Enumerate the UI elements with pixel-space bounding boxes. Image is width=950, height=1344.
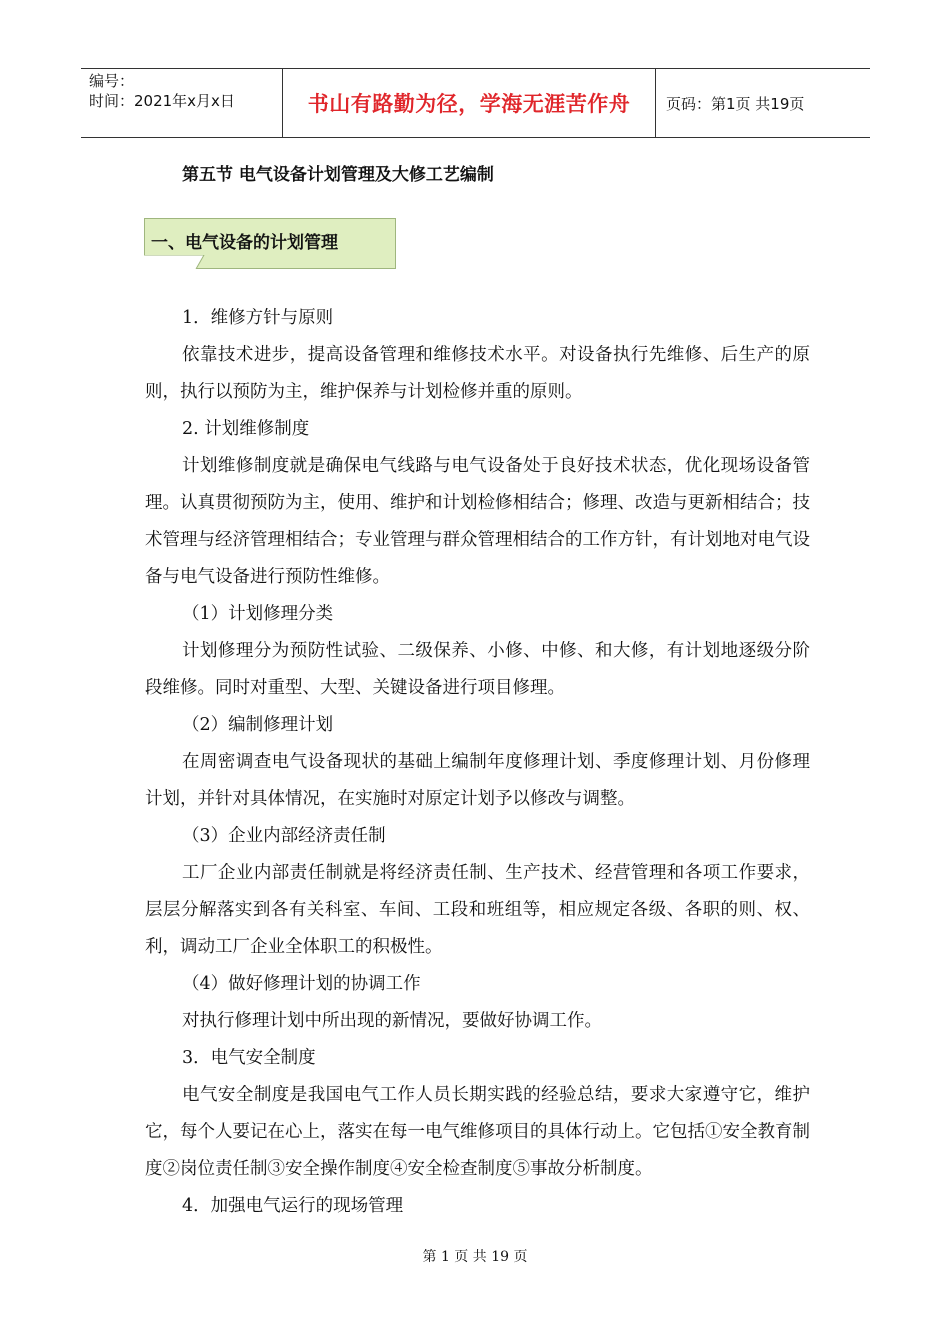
header-meta	[81, 69, 283, 137]
paragraph: 对执行修理计划中所出现的新情况，要做好协调工作。	[182, 1011, 602, 1031]
subheading-4: （4）做好修理计划的协调工作	[182, 974, 421, 994]
paragraph: 在周密调查电气设备现状的基础上编制年度修理计划、季度修理计划、月份修理计划，并针对具体情况，在实施时对原定计划予以修改与调整。	[145, 752, 810, 809]
time-label: 时间：2021年x月x日	[89, 92, 235, 110]
subheading-3: （3）企业内部经济责任制	[182, 826, 386, 846]
heading-1: 1．维修方针与原则	[182, 308, 334, 328]
callout-box	[144, 218, 396, 269]
paragraph: 工厂企业内部责任制就是将经济责任制、生产技术、经营管理和各项工作要求，层层分解落实到各有关科室、车间、工段和班组等，相应规定各级、各职的则、权、利，调动工厂企业全体职工的积极性。	[145, 863, 810, 957]
paragraph: 依靠技术进步，提高设备管理和维修技术水平。对设备执行先维修、后生产的原则，执行以预防为主，维护保养与计划检修并重的原则。	[145, 345, 810, 402]
subheading-2: （2）编制修理计划	[182, 715, 334, 735]
number-label: 编号：	[89, 72, 135, 90]
header-motto: 书山有路勤为径，学海无涯苦作舟	[283, 69, 656, 137]
subheading-1: （1）计划修理分类	[182, 604, 334, 624]
section-title: 第五节 电气设备计划管理及大修工艺编制	[182, 165, 494, 185]
heading-2: 2. 计划维修制度	[182, 419, 310, 439]
paragraph: 计划维修制度就是确保电气线路与电气设备处于良好技术状态，优化现场设备管理。认真贯彻预防为主，使用、维护和计划检修相结合；修理、改造与更新相结合；技术管理与经济管理相结合；专业管理与群众管理相结合的工作方针，有计划地对电气设备与电气设备进行预防性维修。	[145, 456, 810, 587]
header-page-info: 页码：第1页 共19页	[666, 94, 805, 113]
body-text	[145, 300, 810, 1225]
heading-3: 3．电气安全制度	[182, 1048, 316, 1068]
callout-fold-icon	[144, 255, 208, 269]
callout-text: 一、电气设备的计划管理	[151, 233, 338, 253]
page-footer: 第 1 页 共 19 页	[422, 1249, 528, 1265]
paragraph: 计划修理分为预防性试验、二级保养、小修、中修、和大修，有计划地逐级分阶段维修。同时对重型、大型、关键设备进行项目修理。	[145, 641, 810, 698]
paragraph: 电气安全制度是我国电气工作人员长期实践的经验总结，要求大家遵守它，维护它，每个人要记在心上，落实在每一电气维修项目的具体行动上。它包括①安全教育制度②岗位责任制③安全操作制度④安全检查制度⑤事故分析制度。	[145, 1085, 810, 1179]
header-table	[81, 68, 870, 138]
heading-4: 4．加强电气运行的现场管理	[182, 1196, 404, 1216]
